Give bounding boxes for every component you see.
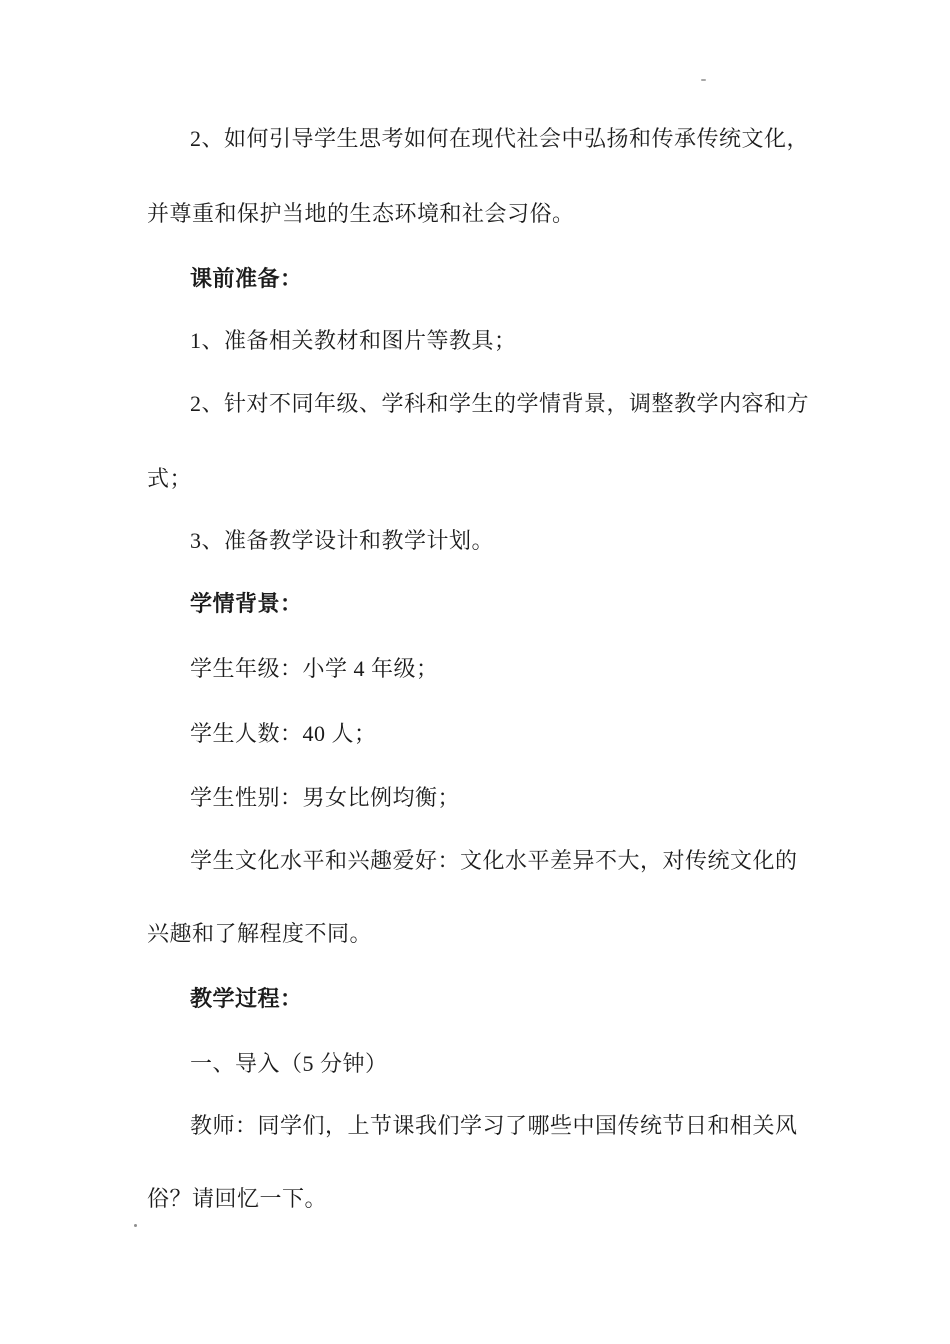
text-line: 3、准备教学设计和教学计划。 — [190, 528, 495, 553]
text-line: 学生性别：男女比例均衡； — [190, 785, 461, 810]
section-heading: 学情背景： — [190, 591, 303, 616]
text-line: 2、如何引导学生思考如何在现代社会中弘扬和传承传统文化， — [190, 126, 810, 151]
text-line: 俗？请回忆一下。 — [147, 1186, 328, 1211]
text-line: 一、导入（5 分钟） — [190, 1051, 388, 1076]
text-line: 学生年级：小学 4 年级； — [190, 656, 439, 681]
text-line: 学生文化水平和兴趣爱好：文化水平差异不大，对传统文化的 — [190, 848, 798, 873]
text-line: 学生人数：40 人； — [190, 721, 377, 746]
text-line: 2、针对不同年级、学科和学生的学情背景，调整教学内容和方 — [190, 391, 810, 416]
text-line: 1、准备相关教材和图片等教具； — [190, 328, 517, 353]
text-line: 兴趣和了解程度不同。 — [147, 921, 373, 946]
section-heading: 课前准备： — [190, 266, 303, 291]
text-line: 并尊重和保护当地的生态环境和社会习俗。 — [147, 201, 575, 226]
text-line: 式； — [147, 466, 193, 491]
text-line: 教师：同学们，上节课我们学习了哪些中国传统节日和相关风 — [190, 1113, 798, 1138]
section-heading: 教学过程： — [190, 986, 303, 1011]
